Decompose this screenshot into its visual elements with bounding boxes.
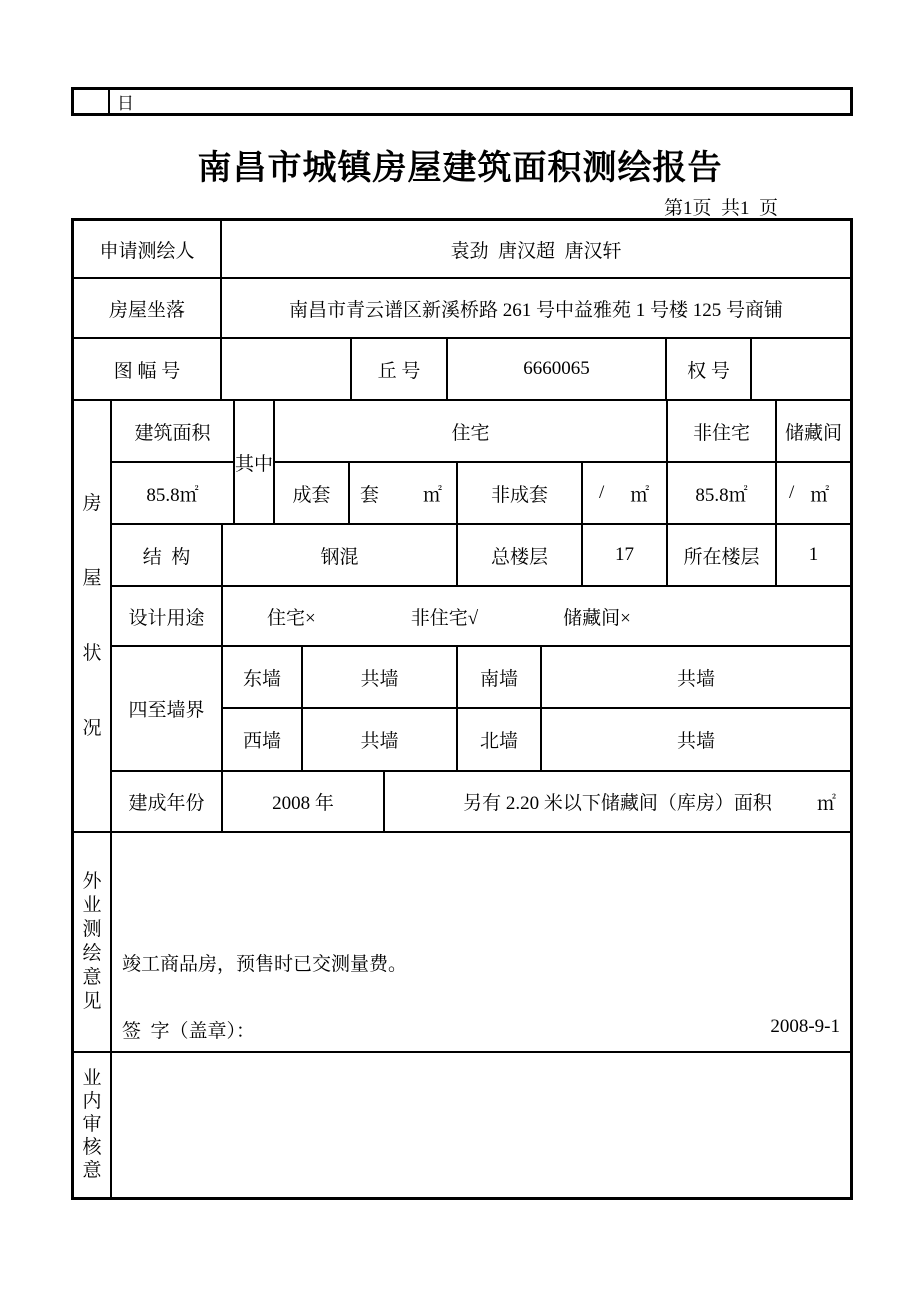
storage-label: 储藏间: [784, 422, 842, 444]
floor-label: 所在楼层: [668, 525, 777, 585]
walls-block: [112, 647, 850, 772]
floor-value: 1: [808, 544, 819, 565]
structure-value: 钢混: [223, 525, 458, 585]
tao-unit: ㎡: [422, 484, 442, 506]
house-status-section-label: 房屋状况: [74, 401, 112, 831]
field-survey-comment: 竣工商品房，预售时已交测量费。: [122, 954, 408, 975]
map-sheet-value: [222, 339, 352, 399]
walls-row-west-north: [223, 709, 850, 770]
non-residential-value: 85.8㎡: [668, 463, 777, 523]
header-remnant-empty-cell: [74, 90, 110, 113]
among-label: 其中: [235, 401, 275, 523]
extra-storage-cell: [385, 772, 850, 831]
fei-chengtao-value-cell: [583, 463, 668, 523]
total-floors-label: 总楼层: [458, 525, 583, 585]
field-survey-content: [112, 833, 850, 1051]
fei-unit: ㎡: [630, 484, 650, 506]
area-header-row: [275, 401, 850, 463]
north-wall-value: 共墙: [676, 731, 715, 752]
field-survey-signature-row: [122, 1016, 840, 1043]
area-values-row: [275, 463, 850, 523]
qiu-value: 6660065: [448, 339, 667, 399]
area-block: [112, 401, 850, 525]
header-remnant-strip: [71, 87, 853, 116]
total-floors-value: 17: [583, 525, 668, 585]
area-col: [112, 401, 235, 523]
storage-slash: /: [789, 482, 795, 503]
area-value: 85.8㎡: [146, 484, 199, 506]
design-use-values: [223, 587, 850, 645]
location-row: [74, 279, 850, 339]
area-detail-col: [275, 401, 850, 523]
design-use-storage: 储藏间×: [563, 607, 631, 629]
west-wall-value: 共墙: [303, 709, 458, 770]
area-label: 建筑面积: [112, 401, 233, 463]
south-wall-value: 共墙: [676, 668, 715, 690]
fei-slash: /: [599, 482, 605, 503]
chengtao-label: 成套: [275, 463, 350, 523]
design-use-label: 设计用途: [112, 587, 223, 645]
applicant-row: [74, 221, 850, 279]
page-indicator: 第1页 共1 页: [663, 198, 778, 219]
west-wall-label: 西墙: [223, 709, 303, 770]
field-survey-section: [74, 833, 850, 1053]
residential-label: 住宅: [275, 401, 668, 461]
header-remnant-day-cell: [110, 90, 850, 113]
extra-storage-unit: ㎡: [816, 793, 836, 814]
design-use-non-residential: 非住宅√: [410, 607, 479, 629]
office-review-content: [112, 1053, 850, 1197]
north-wall-label: 北墙: [458, 709, 542, 770]
qiu-label: 丘 号: [352, 339, 448, 399]
tao-label: 套: [360, 484, 380, 506]
signature-label: 签 字（盖章）：: [122, 1021, 256, 1042]
south-wall-label: 南墙: [458, 647, 542, 707]
structure-row: [112, 525, 850, 587]
house-status-body: [112, 401, 850, 831]
applicant-label: 申请测绘人: [74, 221, 222, 277]
quan-value: [752, 339, 850, 399]
storage-unit: ㎡: [810, 484, 830, 506]
walls-rows: [223, 647, 850, 770]
survey-date: 2008-9-1: [770, 1016, 840, 1037]
location-value: 南昌市青云谱区新溪桥路 261 号中益雅苑 1 号楼 125 号商铺: [288, 299, 783, 321]
field-survey-section-label: 外业测绘意见: [74, 833, 112, 1051]
year-label: 建成年份: [112, 772, 223, 831]
structure-label: 结 构: [112, 525, 223, 585]
design-use-row: [112, 587, 850, 647]
storage-value-cell: [777, 463, 850, 523]
non-residential-label: 非住宅: [668, 401, 777, 461]
east-wall-value: 共墙: [303, 647, 458, 707]
walls-label: 四至墙界: [112, 647, 223, 770]
report-table: [71, 218, 853, 1200]
year-row: [112, 772, 850, 831]
tao-cell: [350, 463, 458, 523]
numbers-row: [74, 339, 850, 401]
office-review-section-label: 业内审核意: [74, 1053, 112, 1197]
report-title: 南昌市城镇房屋建筑面积测绘报告: [197, 150, 723, 187]
map-sheet-label: 图 幅 号: [74, 339, 222, 399]
walls-row-east-south: [223, 647, 850, 709]
location-label: 房屋坐落: [74, 279, 222, 337]
quan-label: 权 号: [667, 339, 752, 399]
fei-chengtao-label: 非成套: [458, 463, 583, 523]
year-value: 2008 年: [223, 772, 385, 831]
applicant-value: 袁劲 唐汉超 唐汉轩: [450, 240, 622, 262]
design-use-residential: 住宅×: [267, 607, 316, 629]
office-review-section: [74, 1053, 850, 1197]
extra-storage-label: 另有 2.20 米以下储藏间（库房）面积: [463, 793, 772, 814]
house-status-section: [74, 401, 850, 833]
east-wall-label: 东墙: [223, 647, 303, 707]
day-label: 日: [117, 94, 134, 113]
